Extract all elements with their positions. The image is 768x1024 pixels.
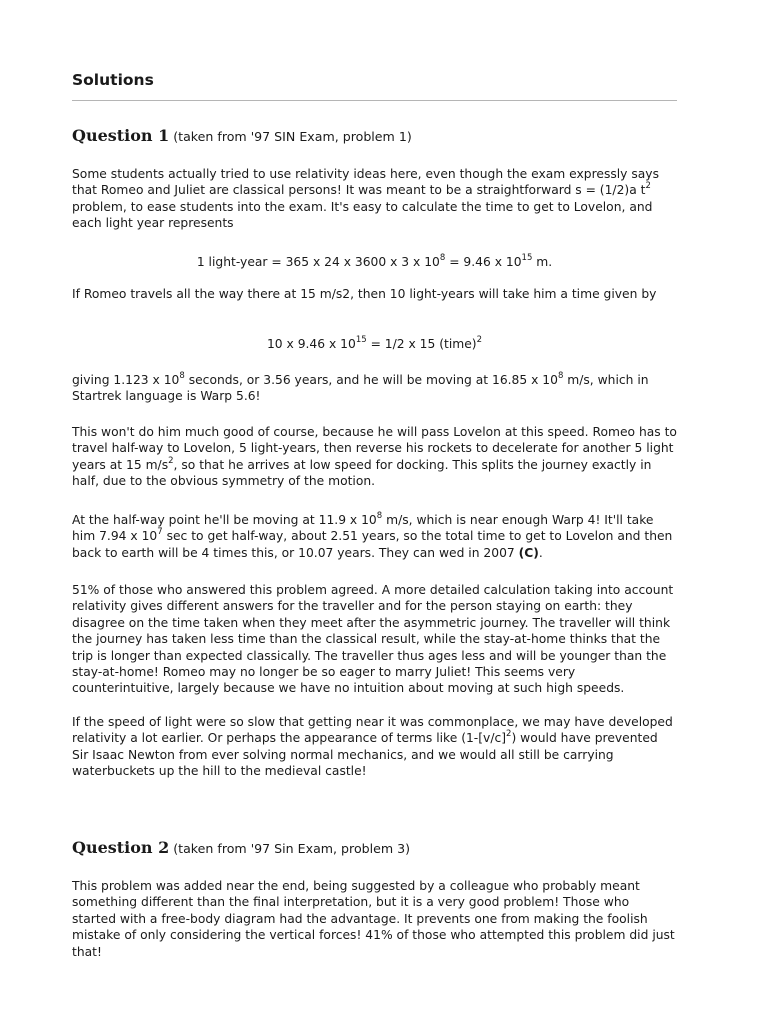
- question-1-source: (taken from '97 SIN Exam, problem 1): [173, 129, 412, 144]
- heading-divider: [72, 100, 677, 101]
- q1-paragraph-7: [72, 714, 677, 780]
- q1-paragraph-2: If Romeo travels all the way there at 15 m/s2, then 10 light-years will take him a time given by: [72, 287, 657, 301]
- q1-p4-text-b: , so that he arrives at low speed for docking. This splits the journey exactly in half, due to the obvious symmetry of the motion.: [72, 457, 652, 489]
- q1-p5-text-b: m/s, which is near enough Warp 4! It'll take him 7.94 x 10: [72, 513, 654, 544]
- question-2-title: Question 2: [72, 838, 170, 857]
- q1-p7-text-a: If the speed of light were so slow that getting near it was commonplace, we may have developed relativity a lot earlier. Or perhaps the appearance of terms like (1-[v/c]: [72, 715, 673, 746]
- q1-p3-text-a: giving 1.123 x 10: [72, 373, 180, 387]
- eq1-exponent-1: 8: [439, 252, 446, 263]
- q1-p7-exponent: 2: [506, 729, 512, 740]
- q1-p3-exponent-1: 8: [179, 370, 185, 381]
- q1-p4-text-a: This won't do him much good of course, because he will pass Lovelon at this speed. Romeo has to travel half-way to Lovelon, 5 light-years, then reverse his rockets to decelerate for another 5 light years at 15 m/s: [72, 425, 677, 472]
- q1-paragraph-5: [72, 512, 677, 561]
- q2-paragraph-1: This problem was added near the end, being suggested by a colleague who probably meant something different than the final interpretation, but it is a very good problem! Those who started with a free-body diagram had the advantage. It prevents one from making the foolish mistake of only considering the vertical forces! 41% of those who attempted this problem did just that!: [72, 879, 675, 959]
- eq2-exponent-2: 2: [476, 334, 483, 345]
- q1-p7-text-b: ) would have prevented Sir Isaac Newton from ever solving normal mechanics, and we would all still be carrying waterbuckets up the hill to the medieval castle!: [72, 731, 658, 779]
- q1-paragraph-3: [72, 372, 677, 405]
- eq1-text-b: = 9.46 x 10: [445, 255, 522, 269]
- eq1-text-c: m.: [532, 255, 553, 269]
- q1-equation-time: [72, 336, 677, 352]
- eq1-exponent-2: 15: [521, 252, 533, 263]
- q1-p5-exponent-2: 7: [157, 527, 163, 538]
- question-1-title: Question 1: [72, 126, 170, 145]
- q1-p3-exponent-2: 8: [557, 370, 564, 381]
- answer-choice: (C): [518, 545, 539, 560]
- q1-paragraph-1: [72, 166, 677, 232]
- page-heading: Solutions: [72, 71, 154, 89]
- question-1-header: [72, 128, 412, 145]
- question-2-header: [72, 840, 410, 857]
- q1-paragraph-4: [72, 424, 677, 490]
- q1-p1-text-a: Some students actually tried to use relativity ideas here, even though the exam expressly says that Romeo and Juliet are classical persons! It was meant to be a straightforward s = (1/2)a t: [72, 167, 659, 198]
- eq2-exponent-1: 15: [355, 334, 367, 345]
- question-2-source: (taken from '97 Sin Exam, problem 3): [173, 841, 411, 856]
- q1-paragraph-6: 51% of those who answered this problem agreed. A more detailed calculation taking into account relativity gives different answers for the traveller and for the person staying on earth: they disagree on the time taken when they meet after the asymmetric journey. The traveller will think the journey has taken less time than the classical result, while the stay-at-home thinks that the trip is longer than expected classically. The traveller thus ages less and will be younger than the stay-at-home! Romeo may no longer be so eager to marry Juliet! This seems very counterintuitive, largely because we have no intuition about moving at such high speeds.: [72, 583, 674, 696]
- eq2-text-b: = 1/2 x 15 (time): [366, 337, 477, 351]
- q1-p5-text-c: sec to get half-way, about 2.51 years, so the total time to get to Lovelon and then back to earth will be 4 times this, or 10.07 years. They can wed in 2007: [72, 529, 673, 560]
- eq2-text-a: 10 x 9.46 x 10: [266, 337, 356, 351]
- q1-p1-text-b: problem, to ease students into the exam. It's easy to calculate the time to get to Lovelon, and each light year represents: [72, 199, 653, 231]
- q1-equation-light-year: [72, 254, 677, 270]
- q1-p4-exponent: 2: [168, 455, 174, 466]
- q1-p1-exponent: 2: [645, 181, 651, 192]
- eq1-text-a: 1 light-year = 365 x 24 x 3600 x 3 x 10: [196, 255, 440, 269]
- q1-p5-text-a: At the half-way point he'll be moving at 11.9 x 10: [72, 513, 377, 527]
- q1-p5-exponent-1: 8: [376, 510, 383, 521]
- q1-p3-text-c: m/s, which in Startrek language is Warp 5.6!: [72, 373, 649, 404]
- q1-p3-text-b: seconds, or 3.56 years, and he will be moving at 16.85 x 10: [184, 373, 558, 387]
- q1-p5-text-d: .: [538, 545, 543, 560]
